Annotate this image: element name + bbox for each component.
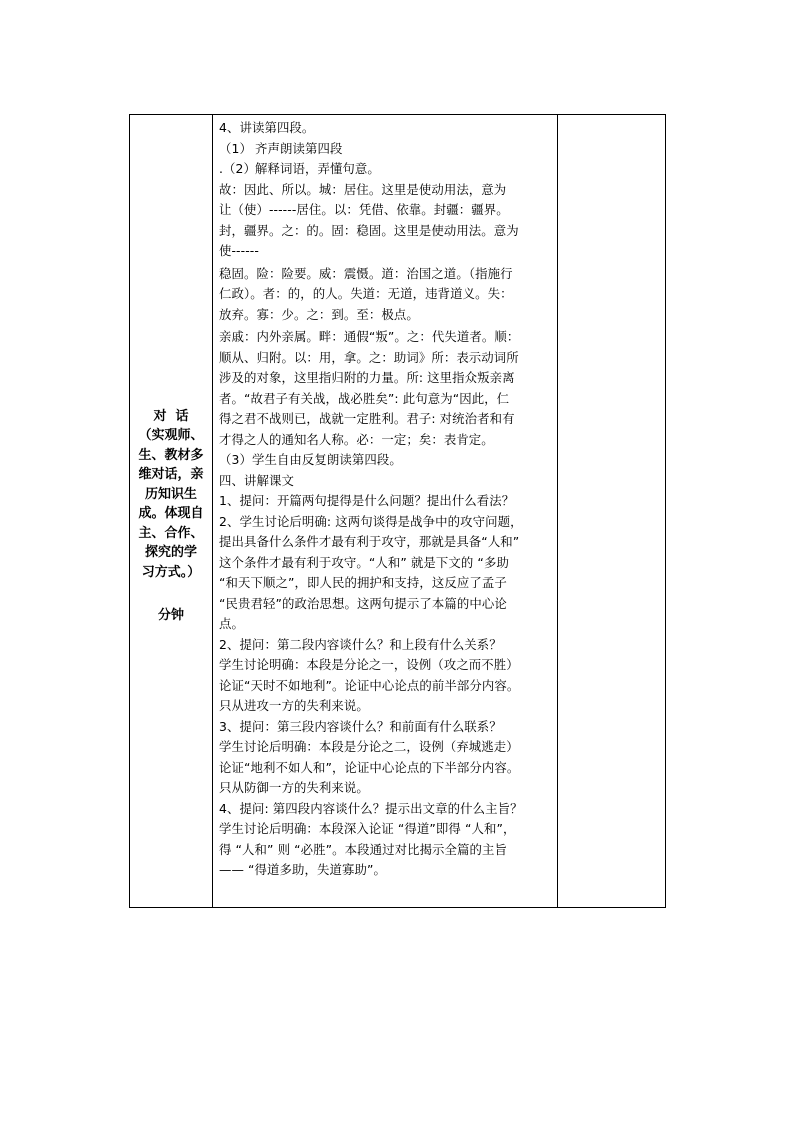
activity-desc-line: 探究的学	[144, 545, 197, 560]
vocab-line: 稳固。险：险要。威：震慑。道：治国之道。（指施行	[219, 265, 513, 281]
step-3: （3）学生自由反复朗读第四段。	[219, 452, 402, 467]
activity-desc-line: 习方式。）	[141, 564, 201, 580]
step-1-text: 齐声朗读第四段	[255, 140, 343, 156]
answer-line: 点。	[219, 616, 244, 631]
content-cell	[213, 115, 558, 908]
activity-desc-line: （实观师、	[138, 428, 204, 443]
answer-line: 论证“天时不如地利”。论证中心论点的前半部分内容。	[219, 677, 520, 693]
answer-line: “和天下顺之”，即人民的拥护和支持，这反应了孟子	[219, 575, 507, 590]
question-1: 1、提问：开篇两句提得是什么问题？提出什么看法？	[219, 493, 515, 508]
vocab-line: 亲戚：内外亲属。畔：通假“叛”。之：代失道者。顺：	[219, 329, 520, 344]
answer-line: 只从防御一方的失利来说。	[219, 780, 369, 795]
answer-line: 学生讨论明确：本段是分论之一，设例（攻之而不胜）	[219, 657, 519, 672]
vocab-line: 使------	[219, 243, 259, 258]
answer-line: 这个条件才最有利于攻守。“人和” 就是下文的 “多助	[219, 554, 509, 570]
step-1	[219, 139, 555, 160]
step-2-number: .（2）	[219, 161, 257, 176]
lesson-content	[213, 115, 557, 881]
answer-line: —— “得道多助，失道寡助”。	[219, 862, 386, 877]
answer-line: 只从进攻一方的失利来说。	[219, 698, 369, 713]
question-4: 4、提问: 第四段内容谈什么？提示出文章的什么主旨？	[219, 800, 523, 816]
answer-line: 学生讨论后明确：本段深入论证 “得道”即得 “人和”，	[219, 821, 516, 836]
vocab-line: 涉及的对象，这里指归附的力量。所: 这里指众叛亲离	[219, 370, 515, 385]
section-heading: 四、讲解课文	[219, 472, 294, 488]
answer-line: 2、学生讨论后明确: 这两句谈得是战争中的攻守问题，	[219, 513, 523, 529]
vocab-line: 才得之人的通知名人称。必：一定；矣：表肯定。	[219, 431, 494, 447]
vocab-line: 得之君不战则已，战就一定胜利。君子: 对统治者和有	[219, 411, 515, 426]
question-2: 2、提问：第二段内容谈什么？和上段有什么关系？	[219, 636, 502, 652]
table-row	[130, 115, 666, 908]
activity-desc-line: 成。体现自	[138, 506, 204, 521]
activity-desc-line: 历知识生	[144, 486, 197, 502]
vocab-line: 仁政）。者：的，的人。失道：无道，违背道义。失：	[219, 286, 513, 301]
time-label: 分钟	[157, 608, 184, 623]
notes-cell	[558, 115, 666, 908]
activity-cell	[130, 115, 213, 908]
vocab-line: 放弃。寡：少。之：到。至：极点。	[219, 306, 419, 322]
activity-label	[130, 407, 212, 626]
activity-desc-line: 维对话，亲	[138, 467, 204, 482]
step-1-number: （1）	[219, 140, 252, 156]
answer-line: 得 “人和” 则 “必胜”。本段通过对比揭示全篇的主旨	[219, 841, 508, 857]
vocab-line: 让（使）------居住。以：凭借、依靠。封疆：疆界。	[219, 202, 509, 217]
answer-line: 学生讨论后明确：本段是分论之二，设例（弃城逃走）	[219, 739, 519, 754]
vocab-line: 故：因此、所以。城：居住。这里是使动用法，意为	[219, 181, 507, 197]
answer-line: 论证“地利不如人和”，论证中心论点的下半部分内容。	[219, 759, 520, 775]
activity-desc-line: 主、合作、	[138, 525, 204, 541]
question-3: 3、提问：第三段内容谈什么？和前面有什么联系？	[219, 718, 502, 734]
step-2	[219, 159, 555, 180]
vocab-line: 顺从、归附。以：用，拿。之：助词》所：表示动词所	[219, 349, 519, 365]
vocab-line: 者。“故君子有关战，战必胜矣”: 此句意为“因此，仁	[219, 390, 510, 406]
answer-line: “民贵君轻”的政治思想。这两句提示了本篇的中心论	[219, 595, 507, 611]
spacer	[136, 582, 206, 606]
content-heading: 4、讲读第四段。	[219, 120, 315, 135]
step-2-text: 解释词语，弄懂句意。	[255, 161, 380, 176]
lesson-plan-table	[129, 114, 666, 908]
activity-title: 对 话	[153, 408, 189, 424]
activity-desc-line: 生、教材多	[138, 447, 204, 463]
answer-line: 提出具备什么条件才最有利于攻守，那就是具备“人和”	[219, 534, 520, 549]
vocab-line: 封，疆界。之：的。固：稳固。这里是使动用法。意为	[219, 222, 519, 238]
